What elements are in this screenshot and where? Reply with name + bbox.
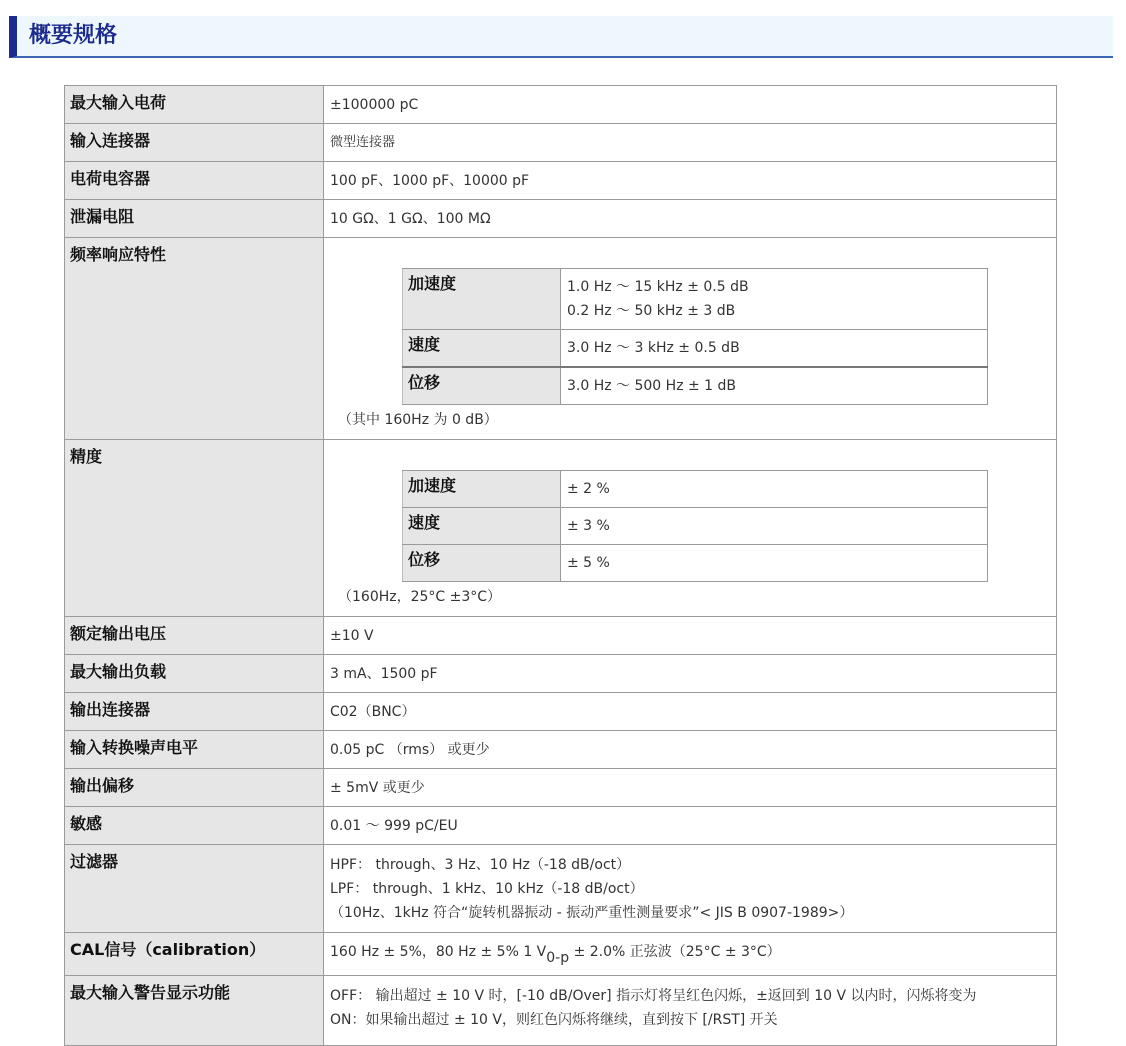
table-row: [65, 693, 1057, 731]
row-value: 10 GΩ、1 GΩ、100 MΩ: [324, 200, 1057, 238]
row-label: 输出偏移: [65, 769, 324, 807]
cal-value: [324, 933, 1057, 976]
row-label: 精度: [65, 440, 324, 617]
filter-line: （10Hz、1kHz 符合“旋转机器振动 - 振动严重性测量要求”< JIS B 0907-1989>）: [330, 905, 854, 921]
frequency-cell: [324, 238, 1057, 440]
row-value: ±10 V: [324, 617, 1057, 655]
row-value: ± 5mV 或更少: [324, 769, 1057, 807]
table-row: [65, 162, 1057, 200]
sub-value: 3.0 Hz ～ 3 kHz ± 0.5 dB: [561, 330, 988, 368]
filter-line: LPF： through、1 kHz、10 kHz（-18 dB/oct）: [330, 881, 644, 897]
warning-line: ON：如果输出超过 ± 10 V，则红色闪烁将继续，直到按下 [/RST] 开关: [330, 1012, 778, 1028]
sub-line: 1.0 Hz ～ 15 kHz ± 0.5 dB: [567, 279, 749, 295]
row-label: 输出连接器: [65, 693, 324, 731]
row-label: 频率响应特性: [65, 238, 324, 440]
sub-value: ± 2 %: [561, 471, 988, 508]
filter-value: [324, 845, 1057, 933]
row-label: 额定输出电压: [65, 617, 324, 655]
sub-value: [561, 269, 988, 330]
sub-label: 位移: [403, 367, 561, 405]
row-label: 过滤器: [65, 845, 324, 933]
sub-label: 加速度: [403, 471, 561, 508]
cal-subscript: 0-p: [546, 950, 570, 966]
table-row: [65, 655, 1057, 693]
table-row: [65, 807, 1057, 845]
table-row: [65, 617, 1057, 655]
sub-label: 加速度: [403, 269, 561, 330]
table-row: [65, 124, 1057, 162]
frequency-note: （其中 160Hz 为 0 dB）: [338, 412, 498, 428]
table-row: [65, 200, 1057, 238]
sub-row: [403, 269, 988, 330]
row-value: 0.01 ～ 999 pC/EU: [324, 807, 1057, 845]
filter-line: HPF： through、3 Hz、10 Hz（-18 dB/oct）: [330, 857, 631, 873]
table-row: [65, 769, 1057, 807]
row-value: 3 mA、1500 pF: [324, 655, 1057, 693]
row-label: 最大输入电荷: [65, 86, 324, 124]
warning-row: [65, 976, 1057, 1046]
row-value: 0.05 pC （rms） 或更少: [324, 731, 1057, 769]
row-value: 100 pF、1000 pF、10000 pF: [324, 162, 1057, 200]
sub-line: 0.2 Hz ～ 50 kHz ± 3 dB: [567, 303, 736, 319]
spec-table: [64, 85, 1057, 1046]
warning-line: OFF： 输出超过 ± 10 V 时，[-10 dB/Over] 指示灯将呈红色闪烁，±返回到 10 V 以内时，闪烁将变为: [330, 988, 977, 1004]
row-value: ±100000 pC: [324, 86, 1057, 124]
row-label: 泄漏电阻: [65, 200, 324, 238]
accuracy-row: [65, 440, 1057, 617]
sub-row: [403, 367, 988, 405]
page-title: 概要规格: [29, 23, 118, 48]
section-header: [9, 16, 1113, 58]
filter-row: [65, 845, 1057, 933]
sub-value: 3.0 Hz ～ 500 Hz ± 1 dB: [561, 367, 988, 405]
row-label: 最大输出负载: [65, 655, 324, 693]
sub-value: ± 3 %: [561, 508, 988, 545]
table-row: [65, 731, 1057, 769]
row-label: 最大输入警告显示功能: [65, 976, 324, 1046]
row-label: 输入连接器: [65, 124, 324, 162]
sub-label: 速度: [403, 330, 561, 368]
row-value: C02（BNC）: [324, 693, 1057, 731]
sub-row: [403, 545, 988, 582]
cal-text: ± 2.0% 正弦波（25°C ± 3°C）: [569, 944, 781, 960]
frequency-row: [65, 238, 1057, 440]
row-value: 微型连接器: [324, 124, 1057, 162]
accuracy-cell: [324, 440, 1057, 617]
row-label: 敏感: [65, 807, 324, 845]
table-row: [65, 86, 1057, 124]
row-label: CAL信号（calibration）: [65, 933, 324, 976]
cal-text: 160 Hz ± 5%，80 Hz ± 5% 1 V: [330, 944, 547, 960]
sub-label: 速度: [403, 508, 561, 545]
sub-value: ± 5 %: [561, 545, 988, 582]
sub-row: [403, 330, 988, 368]
sub-row: [403, 508, 988, 545]
accuracy-note: （160Hz，25°C ±3°C）: [338, 589, 502, 605]
cal-row: [65, 933, 1057, 976]
row-label: 输入转换噪声电平: [65, 731, 324, 769]
row-label: 电荷电容器: [65, 162, 324, 200]
accuracy-subtable: [402, 470, 988, 582]
frequency-subtable: [402, 268, 988, 405]
warning-value: [324, 976, 1057, 1046]
sub-row: [403, 471, 988, 508]
sub-label: 位移: [403, 545, 561, 582]
